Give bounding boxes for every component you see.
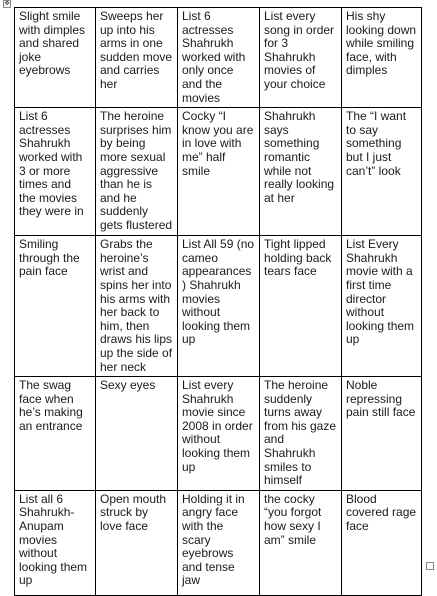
table-cell[interactable]: Slight smile with dimples and shared joke eyebrows [15, 8, 96, 108]
table-cell[interactable]: Sweeps her up into his arms in one sudden move and carries her [96, 8, 178, 108]
table-cell[interactable]: the cocky “you forgot how sexy I am” smile [260, 490, 342, 595]
table-cell[interactable]: List Every Shahrukh movie with a first time director without looking them up [342, 236, 422, 377]
table-row [15, 377, 422, 491]
table-cell[interactable]: The heroine surprises him by being more sexual aggressive than he is and he suddenly gets flustered [96, 108, 178, 236]
table-cell[interactable]: The heroine suddenly turns away from his gaze and Shahrukh smiles to himself [260, 377, 342, 491]
table-cell[interactable]: Open mouth struck by love face [96, 490, 178, 595]
table-cell[interactable]: Blood covered rage face [342, 490, 422, 595]
table-cell[interactable]: List 6 actresses Shahrukh worked with 3 or more times and the movies they were in [15, 108, 96, 236]
table-cell[interactable]: List All 59 (no cameo appearances) Shahrukh movies without looking them up [178, 236, 260, 377]
table-move-handle-icon[interactable]: ✥ [4, 1, 10, 7]
table-cell[interactable]: Tight lipped holding back tears face [260, 236, 342, 377]
table-cell[interactable]: The swag face when he’s making an entrance [15, 377, 96, 491]
table-cell[interactable]: Cocky “I know you are in love with me” half smile [178, 108, 260, 236]
table-cell[interactable]: The “I want to say something but I just can’t” look [342, 108, 422, 236]
table-row [15, 108, 422, 236]
table-cell[interactable]: List every Shahrukh movie since 2008 in order without looking them up [178, 377, 260, 491]
table-cell[interactable]: Shahrukh says something romantic while not really looking at her [260, 108, 342, 236]
table-cell[interactable]: List every song in order for 3 Shahrukh movies of your choice [260, 8, 342, 108]
table-cell[interactable]: Holding it in angry face with the scary eyebrows and tense jaw [178, 490, 260, 595]
table-cell[interactable]: His shy looking down while smiling face, with dimples [342, 8, 422, 108]
table-row [15, 8, 422, 108]
table-row [15, 490, 422, 595]
table-cell[interactable]: List all 6 Shahrukh-Anupam movies without looking them up [15, 490, 96, 595]
table-cell[interactable]: List 6 actresses Shahrukh worked with only once and the movies [178, 8, 260, 108]
table-cell[interactable]: Sexy eyes [96, 377, 178, 491]
table-row [15, 236, 422, 377]
table-cell[interactable]: Smiling through the pain face [15, 236, 96, 377]
bingo-table [14, 7, 422, 596]
table-cell[interactable]: Noble repressing pain still face [342, 377, 422, 491]
table-cell[interactable]: Grabs the heroine’s wrist and spins her into his arms with her back to him, then draws his lips up the side of her neck [96, 236, 178, 377]
table-resize-handle-icon[interactable] [426, 562, 434, 570]
